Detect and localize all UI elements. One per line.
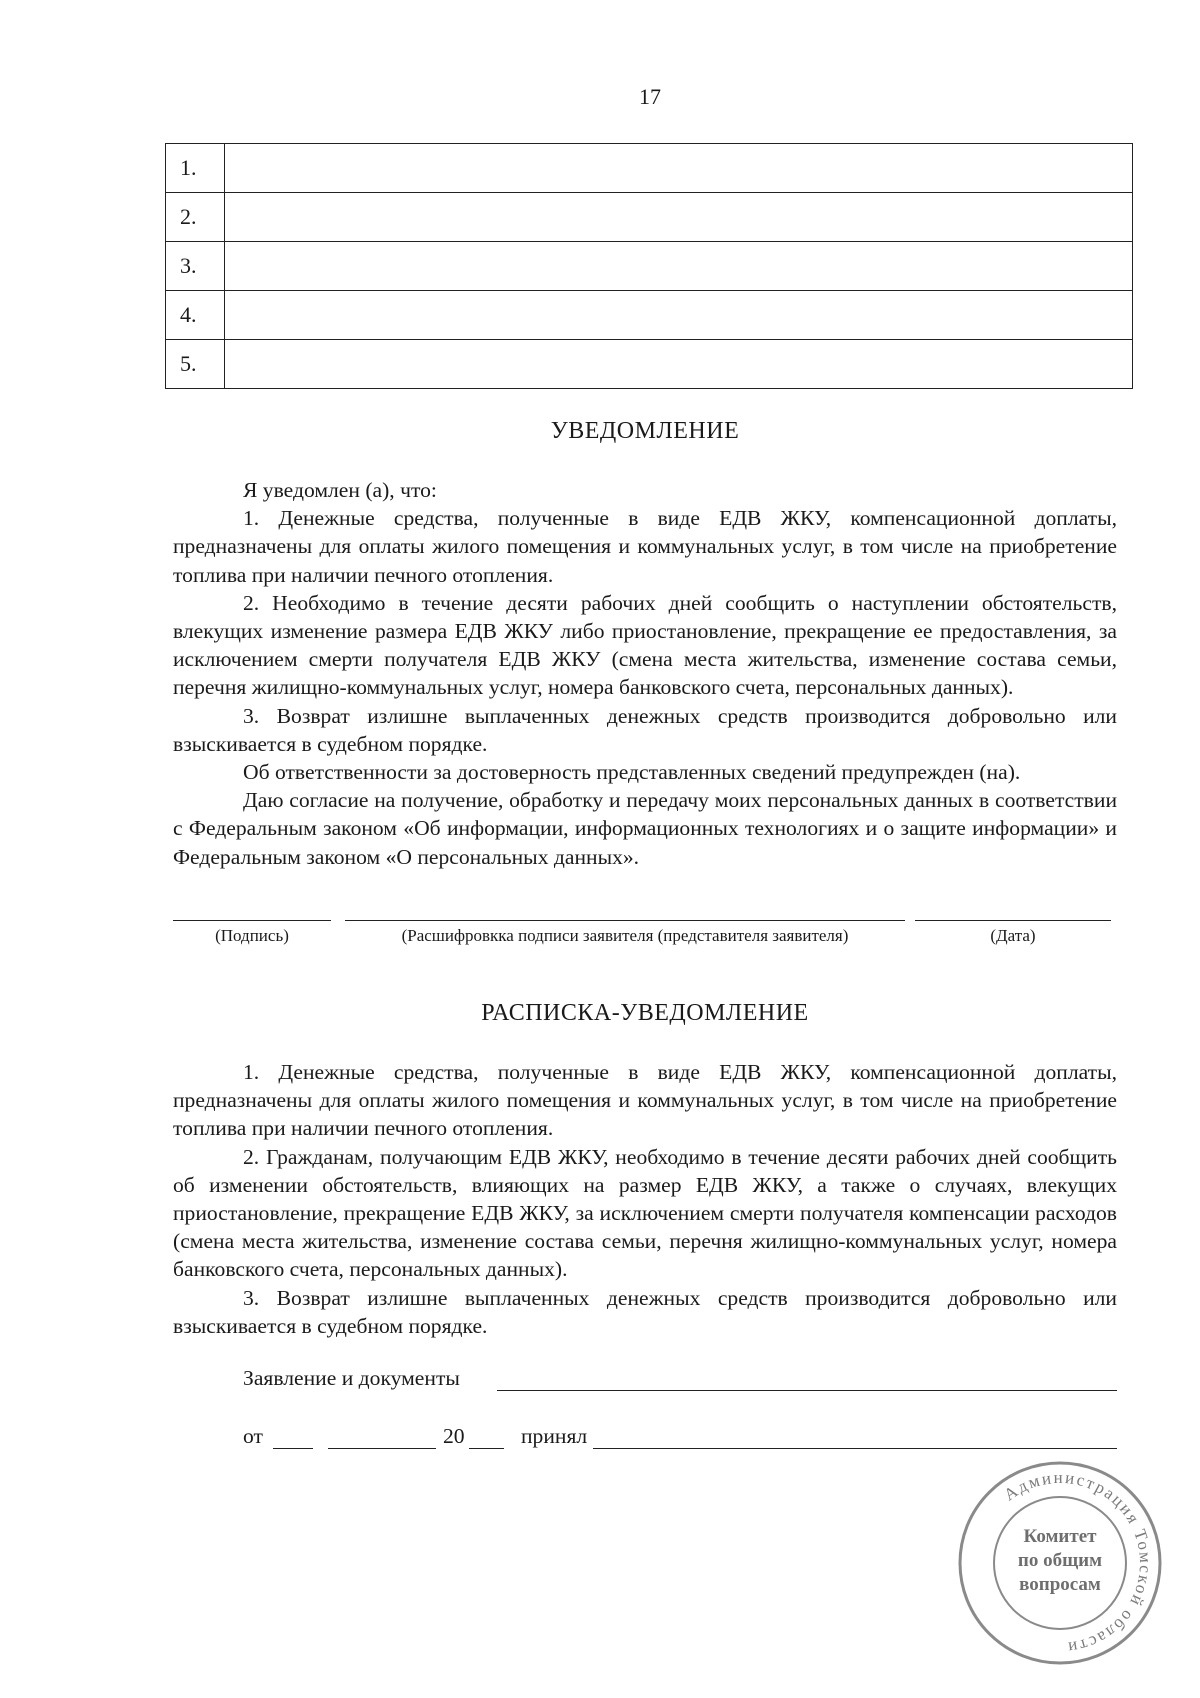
notice-item-1: 1. Денежные средства, полученные в виде ЕДВ ЖКУ, компенсационной доплаты, предназначены для оплаты жилого помещения и коммунальных услуг, в том числе на приобретение топлива при наличии печного отопления. bbox=[173, 506, 1117, 587]
signature-line[interactable] bbox=[173, 920, 331, 921]
date-line[interactable] bbox=[915, 920, 1111, 921]
notice-body bbox=[173, 476, 1117, 871]
date-caption: (Дата) bbox=[990, 926, 1036, 945]
row-number: 4. bbox=[166, 291, 225, 340]
row-cell[interactable] bbox=[225, 291, 1133, 340]
notice-consent: Даю согласие на получение, обработку и передачу моих персональных данных в соответствии с Федеральным законом «Об информации, информационных технологиях и о защите информации» и Федеральным законом «О персональных данных». bbox=[173, 788, 1117, 869]
receipt-item-3: 3. Возврат излишне выплаченных денежных средств производится добровольно или взыскивается в судебном порядке. bbox=[173, 1285, 1117, 1338]
stamp-center-line-2: по общим bbox=[1017, 1550, 1103, 1571]
notice-item-2: 2. Необходимо в течение десяти рабочих дней сообщить о наступлении обстоятельств, влекущих изменение размера ЕДВ ЖКУ либо приостановление, прекращение ее предоставления, за исключением смерти получателя ЕДВ ЖКУ (смена места жительства, изменение состава семьи, перечня жилищно-коммунальных услуг, номера банковского счета, персональных данных). bbox=[173, 590, 1117, 700]
row-cell[interactable] bbox=[225, 242, 1133, 291]
signature-decoding-line[interactable] bbox=[345, 920, 905, 921]
year-prefix: 20 bbox=[443, 1424, 465, 1448]
table-row bbox=[166, 340, 1133, 389]
row-cell[interactable] bbox=[225, 193, 1133, 242]
table-row bbox=[166, 193, 1133, 242]
row-cell[interactable] bbox=[225, 340, 1133, 389]
notice-item-3: 3. Возврат излишне выплаченных денежных средств производится добровольно или взыскивается в судебном порядке. bbox=[173, 703, 1117, 756]
stamp-center-line-3: вопросам bbox=[1019, 1574, 1101, 1595]
table-row bbox=[166, 242, 1133, 291]
table-row bbox=[166, 144, 1133, 193]
stamp-center-line-1: Комитет bbox=[1023, 1526, 1097, 1547]
accepted-label: принял bbox=[521, 1424, 588, 1448]
receipt-body bbox=[173, 1058, 1117, 1340]
row-number: 5. bbox=[166, 340, 225, 389]
from-label: от bbox=[243, 1424, 263, 1448]
signature-caption: (Подпись) bbox=[215, 926, 289, 945]
signature-decoding-caption: (Расшифровкка подписи заявителя (представителя заявителя) bbox=[401, 926, 849, 945]
month-field[interactable] bbox=[328, 1448, 436, 1449]
receipt-item-2: 2. Гражданам, получающим ЕДВ ЖКУ, необходимо в течение десяти рабочих дней сообщить об изменении обстоятельств, влияющих на размер ЕДВ ЖКУ, а также о случаях, влекущих приостановление, прекращение ЕДВ ЖКУ, за исключением смерти получателя компенсации расходов (смена места жительства, изменение состава семьи, перечня жилищно-коммунальных услуг, номера банковского счета, персональных данных). bbox=[173, 1144, 1117, 1282]
documents-field[interactable] bbox=[497, 1390, 1117, 1391]
notice-responsibility: Об ответственности за достоверность представленных сведений предупрежден (на). bbox=[243, 760, 1021, 785]
table-row bbox=[166, 291, 1133, 340]
row-number: 2. bbox=[166, 193, 225, 242]
notice-title: УВЕДОМЛЕНИЕ bbox=[550, 418, 740, 444]
row-number: 1. bbox=[166, 144, 225, 193]
receipt-title: РАСПИСКА-УВЕДОМЛЕНИЕ bbox=[481, 1000, 809, 1026]
row-number: 3. bbox=[166, 242, 225, 291]
official-stamp bbox=[955, 1458, 1165, 1668]
row-cell[interactable] bbox=[225, 144, 1133, 193]
numbered-table bbox=[165, 143, 1133, 389]
day-field[interactable] bbox=[273, 1448, 313, 1449]
receipt-item-1: 1. Денежные средства, полученные в виде ЕДВ ЖКУ, компенсационной доплаты, предназначены для оплаты жилого помещения и коммунальных услуг, в том числе на приобретение топлива при наличии печного отопления. bbox=[173, 1060, 1117, 1141]
stamp-ring-text: Администрация Томской области bbox=[1000, 1467, 1156, 1658]
year-field[interactable] bbox=[469, 1448, 504, 1449]
page-number: 17 bbox=[639, 84, 661, 109]
accepted-by-field[interactable] bbox=[593, 1448, 1117, 1449]
documents-label: Заявление и документы bbox=[243, 1366, 460, 1390]
notice-intro: Я уведомлен (а), что: bbox=[243, 478, 437, 502]
